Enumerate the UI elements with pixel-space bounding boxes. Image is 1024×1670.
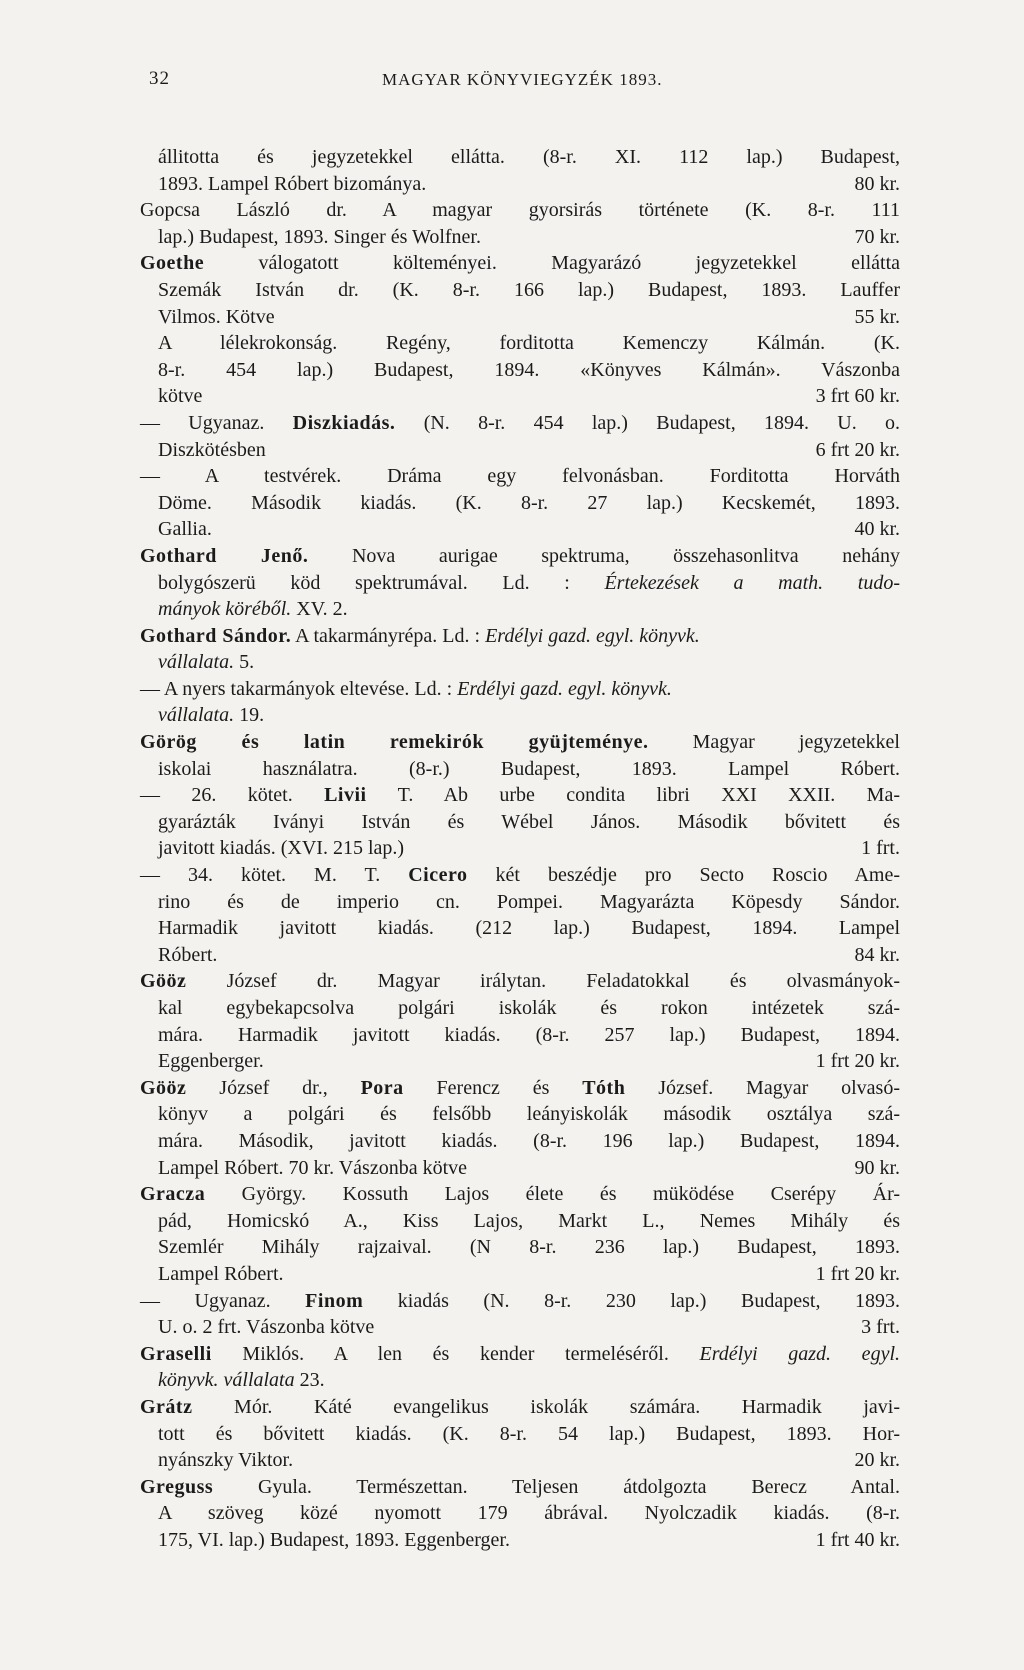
line-text: Lampel Róbert. <box>158 1262 284 1285</box>
catalog-line <box>140 1421 900 1448</box>
line-text: — 34. kötet. M. T. <box>140 864 409 887</box>
price: 3 frt 60 kr. <box>815 385 900 408</box>
catalog-line <box>140 330 900 357</box>
line-text: Erdélyi gazd. egyl. könyvk. <box>457 677 672 700</box>
line-text: gyarázták Iványi István és Wébel János. Második bővitett és <box>158 810 900 833</box>
line-text: Vilmos. Kötve <box>158 305 275 328</box>
line-text: 23. <box>294 1369 325 1392</box>
catalog-line <box>140 649 900 676</box>
line-text: Gothard Sándor. <box>140 624 292 647</box>
line-text: Eggenberger. <box>158 1050 264 1073</box>
line-text: Erdélyi gazd. egyl. <box>699 1342 900 1365</box>
line-text: 5. <box>234 651 255 674</box>
line-text: vállalata. <box>158 651 235 674</box>
line-text: Szemák István dr. (K. 8-r. 166 lap.) Budapest, 1893. Lauffer <box>158 278 900 301</box>
catalog-line <box>140 224 900 251</box>
catalog-line <box>140 277 900 304</box>
price: 6 frt 20 kr. <box>815 438 900 461</box>
catalog-line <box>140 570 900 597</box>
catalog-line <box>140 463 900 490</box>
catalog-line <box>140 835 900 862</box>
catalog-line <box>140 1101 900 1128</box>
catalog-line <box>140 1500 900 1527</box>
price: 70 kr. <box>854 225 900 248</box>
line-text: Graselli <box>140 1342 212 1365</box>
line-text: A takarmányrépa. Ld. : <box>291 624 486 647</box>
catalog-line <box>140 1075 900 1102</box>
line-text: Róbert. <box>158 943 218 966</box>
line-text: Ferencz és <box>403 1076 583 1099</box>
line-text: Harmadik javitott kiadás. (212 lap.) Budapest, 1894. Lampel <box>158 917 900 940</box>
catalog-line <box>140 596 900 623</box>
price: 1 frt 40 kr. <box>815 1528 900 1551</box>
catalog-line <box>140 1261 900 1288</box>
line-text: — A nyers takarmányok eltevése. Ld. : <box>140 677 458 700</box>
price: 3 frt. <box>861 1316 900 1339</box>
line-text: — A testvérek. Dráma egy felvonásban. Forditotta Horváth <box>140 465 900 488</box>
line-text: Gyula. Természettan. Teljesen átdolgozta Berecz Antal. <box>213 1475 900 1498</box>
catalog-line <box>140 1314 900 1341</box>
price: 80 kr. <box>854 172 900 195</box>
line-text: 8-r. 454 lap.) Budapest, 1894. «Könyves Kálmán». Vászonba <box>158 358 900 381</box>
line-text: A szöveg közé nyomott 179 ábrával. Nyolczadik kiadás. (8-r. <box>158 1502 900 1525</box>
price: 84 kr. <box>854 943 900 966</box>
line-text: Gööz <box>140 1076 187 1099</box>
catalog-line <box>140 676 900 703</box>
catalog-line <box>140 490 900 517</box>
catalog-line <box>140 516 900 543</box>
catalog-line <box>140 410 900 437</box>
catalog-line <box>140 1447 900 1474</box>
line-text: lap.) Budapest, 1893. Singer és Wolfner. <box>158 225 481 248</box>
catalog-line <box>140 1128 900 1155</box>
catalog-line <box>140 729 900 756</box>
line-text: nyánszky Viktor. <box>158 1449 294 1472</box>
catalog-line <box>140 1474 900 1501</box>
line-text: mára. Második, javitott kiadás. (8-r. 196 lap.) Budapest, 1894. <box>158 1129 900 1152</box>
catalog-line <box>140 968 900 995</box>
line-text: Goethe <box>140 252 205 275</box>
line-text: mányok köréből. <box>158 598 292 621</box>
line-text: Mór. Káté evangelikus iskolák számára. Harmadik javi- <box>192 1395 900 1418</box>
catalog-line <box>140 702 900 729</box>
catalog-line <box>140 144 900 171</box>
catalog-line <box>140 1367 900 1394</box>
catalog-line <box>140 1341 900 1368</box>
line-text: kiadás (N. 8-r. 230 lap.) Budapest, 1893. <box>363 1289 900 1312</box>
line-text: XV. 2. <box>291 598 348 621</box>
line-text: 175, VI. lap.) Budapest, 1893. Eggenberger. <box>158 1528 510 1551</box>
line-text: T. Ab urbe condita libri XXI XXII. Ma- <box>366 784 900 807</box>
line-text: állitotta és jegyzetekkel ellátta. (8-r. XI. 112 lap.) Budapest, <box>158 146 900 168</box>
catalog-line <box>140 197 900 224</box>
line-text: rino és de imperio cn. Pompei. Magyarázta Köpesdy Sándor. <box>158 890 900 913</box>
catalog-line <box>140 1527 900 1554</box>
catalog-line <box>140 942 900 969</box>
line-text: — Ugyanaz. <box>140 411 293 434</box>
line-text: (N. 8-r. 454 lap.) Budapest, 1894. U. o. <box>395 411 900 434</box>
line-text: Értekezések a math. tudo- <box>604 571 900 594</box>
catalog-line <box>140 756 900 783</box>
line-text: Diszkötésben <box>158 438 266 461</box>
line-text: kal egybekapcsolva polgári iskolák és rokon intézetek szá- <box>158 997 900 1019</box>
catalog-line <box>140 1155 900 1182</box>
catalog-line <box>140 1048 900 1075</box>
catalog-entries <box>140 144 900 1553</box>
catalog-line <box>140 304 900 331</box>
line-text: A lélekrokonság. Regény, forditotta Kemenczy Kálmán. (K. <box>158 332 900 355</box>
line-text: Finom <box>305 1289 364 1312</box>
line-text: U. o. 2 frt. Vászonba kötve <box>158 1316 375 1339</box>
catalog-line <box>140 915 900 942</box>
line-text: Cicero <box>408 864 468 887</box>
catalog-line <box>140 437 900 464</box>
page-number: 32 <box>149 68 170 89</box>
line-text: Grátz <box>140 1395 193 1418</box>
catalog-line <box>140 995 900 1022</box>
catalog-line <box>140 1208 900 1235</box>
price: 20 kr. <box>854 1449 900 1472</box>
catalog-line <box>140 383 900 410</box>
line-text: Döme. Második kiadás. (K. 8-r. 27 lap.) Kecskemét, 1893. <box>158 491 900 514</box>
catalog-line <box>140 543 900 570</box>
price: 1 frt 20 kr. <box>815 1262 900 1285</box>
line-text: Lampel Róbert. 70 kr. Vászonba kötve <box>158 1156 468 1179</box>
catalog-line <box>140 623 900 650</box>
line-text: tott és bővitett kiadás. (K. 8-r. 54 lap.) Budapest, 1893. Hor- <box>158 1422 900 1445</box>
catalog-line <box>140 357 900 384</box>
line-text: — Ugyanaz. <box>140 1289 306 1312</box>
line-text: Diszkiadás. <box>292 411 396 434</box>
line-text: könyvk. vállalata <box>158 1369 295 1392</box>
line-text: Livii <box>324 784 367 807</box>
catalog-line <box>140 1181 900 1208</box>
line-text: Pora <box>360 1076 404 1099</box>
line-text: könyv a polgári és felsőbb leányiskolák második osztálya szá- <box>158 1103 900 1126</box>
line-text: 19. <box>234 704 265 727</box>
line-text: Gallia. <box>158 518 212 541</box>
catalog-line <box>140 1234 900 1261</box>
line-text: József dr. Magyar irálytan. Feladatokkal és olvasmányok- <box>186 970 900 993</box>
line-text: mára. Harmadik javitott kiadás. (8-r. 257 lap.) Budapest, 1894. <box>158 1023 900 1046</box>
line-text: József dr., <box>186 1076 361 1099</box>
catalog-line <box>140 862 900 889</box>
line-text: Nova aurigae spektruma, összehasonlitva nehány <box>308 544 900 567</box>
price: 90 kr. <box>854 1156 900 1179</box>
line-text: Gopcsa László dr. A magyar gyorsirás története (K. 8-r. 111 <box>140 199 900 222</box>
catalog-line <box>140 250 900 277</box>
line-text: Gööz <box>140 970 187 993</box>
catalog-line <box>140 1022 900 1049</box>
line-text: válogatott költeményei. Magyarázó jegyzetekkel ellátta <box>204 252 900 275</box>
price: 40 kr. <box>854 518 900 541</box>
line-text: javitott kiadás. (XVI. 215 lap.) <box>158 837 405 860</box>
catalog-line <box>140 1394 900 1421</box>
line-text: Greguss <box>140 1475 214 1498</box>
line-text: kötve <box>158 385 203 408</box>
line-text: Gothard Jenő. <box>140 544 309 567</box>
line-text: Görög és latin remekirók gyüjteménye. <box>140 731 649 754</box>
line-text: József. Magyar olvasó- <box>625 1076 900 1099</box>
page-header <box>0 68 1024 108</box>
catalog-line <box>140 1288 900 1315</box>
line-text: két beszédje pro Secto Roscio Ame- <box>467 864 900 887</box>
line-text: Miklós. A len és kender termeléséről. <box>211 1342 700 1365</box>
price: 1 frt. <box>861 837 900 860</box>
price: 1 frt 20 kr. <box>815 1050 900 1073</box>
catalog-line <box>140 782 900 809</box>
line-text: Tóth <box>582 1076 626 1099</box>
line-text: 1893. Lampel Róbert bizománya. <box>158 172 427 195</box>
catalog-line <box>140 171 900 198</box>
line-text: — 26. kötet. <box>140 784 325 807</box>
line-text: Gracza <box>140 1183 206 1206</box>
line-text: György. Kossuth Lajos élete és müködése Cserépy Ár- <box>205 1183 900 1206</box>
line-text: Magyar jegyzetekkel <box>648 731 900 754</box>
running-title: MAGYAR KÖNYVIEGYZÉK 1893. <box>382 70 663 89</box>
line-text: pád, Homicskó A., Kiss Lajos, Markt L., Nemes Mihály és <box>158 1209 900 1232</box>
line-text: iskolai használatra. (8-r.) Budapest, 1893. Lampel Róbert. <box>158 757 900 780</box>
catalog-line <box>140 809 900 836</box>
line-text: Erdélyi gazd. egyl. könyvk. <box>485 624 700 647</box>
line-text: bolygószerü köd spektrumával. Ld. : <box>158 571 605 594</box>
price: 55 kr. <box>854 305 900 328</box>
catalog-line <box>140 889 900 916</box>
line-text: Szemlér Mihály rajzaival. (N 8-r. 236 lap.) Budapest, 1893. <box>158 1236 900 1259</box>
line-text: vállalata. <box>158 704 235 727</box>
